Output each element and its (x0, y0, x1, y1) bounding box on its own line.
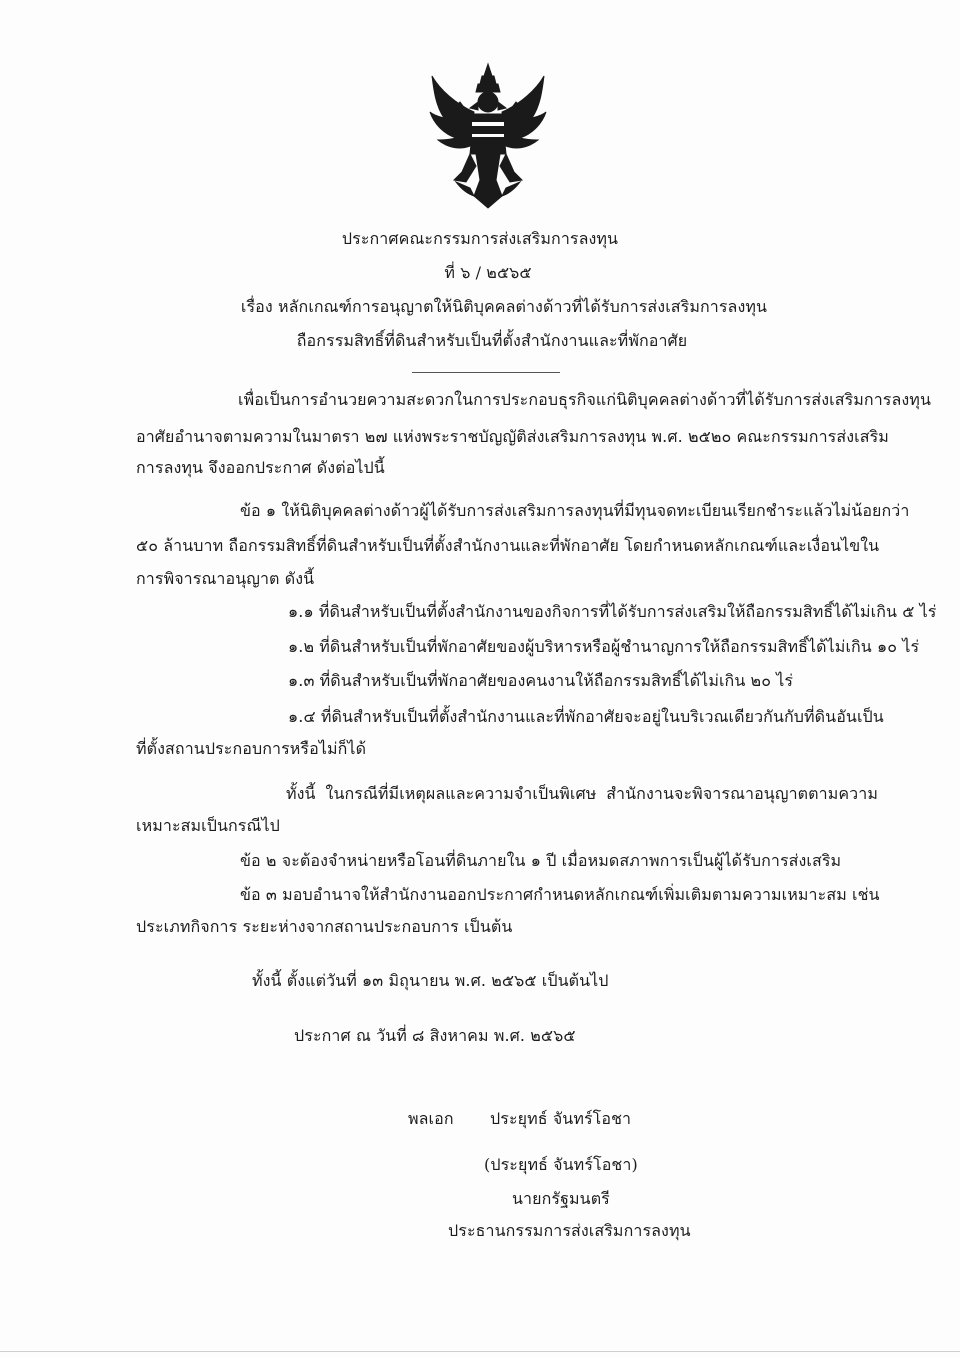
exception-line-1: ทั้งนี้ ในกรณีที่มีเหตุผลและความจำเป็นพิเศษ สำนักงานจะพิจารณาอนุญาตตามความ (286, 784, 878, 803)
clause-1-sub-3: ๑.๓ ที่ดินสำหรับเป็นที่พักอาศัยของคนงานให้ถือกรรมสิทธิ์ได้ไม่เกิน ๒๐ ไร่ (288, 671, 794, 690)
signatory-printed-name: (ประยุทธ์ จันทร์โอชา) (484, 1155, 638, 1174)
signatory-position-1: นายกรัฐมนตรี (512, 1189, 610, 1208)
clause-1-line-1: ข้อ ๑ ให้นิติบุคคลต่างด้าวผู้ได้รับการส่งเสริมการลงทุนที่มีทุนจดทะเบียนเรียกชำระแล้วไม่น้อยกว่า (240, 501, 910, 520)
page-bottom-edge (0, 1351, 960, 1352)
subject-line-1: เรื่อง หลักเกณฑ์การอนุญาตให้นิติบุคคลต่างด้าวที่ได้รับการส่งเสริมการลงทุน (240, 297, 768, 316)
garuda-emblem-icon (426, 62, 550, 210)
preamble-line-2: อาศัยอำนาจตามความในมาตรา ๒๗ แห่งพระราชบัญญัติส่งเสริมการลงทุน พ.ศ. ๒๕๒๐ คณะกรรมการส่งเสริม (136, 427, 889, 446)
clause-3-line-1: ข้อ ๓ มอบอำนาจให้สำนักงานออกประกาศกำหนดหลักเกณฑ์เพิ่มเติมตามความเหมาะสม เช่น (240, 885, 880, 904)
clause-1-sub-2: ๑.๒ ที่ดินสำหรับเป็นที่พักอาศัยของผู้บริหารหรือผู้ชำนาญการให้ถือกรรมสิทธิ์ได้ไม่เกิน ๑๐ ไร่ (288, 637, 920, 656)
clause-1-sub-4-line-2: ที่ตั้งสถานประกอบการหรือไม่ก็ได้ (136, 739, 367, 758)
clause-1-line-3: การพิจารณาอนุญาต ดังนี้ (136, 569, 315, 588)
signatory-signed-name: ประยุทธ์ จันทร์โอชา (490, 1109, 632, 1128)
preamble-line-1: เพื่อเป็นการอำนวยความสะดวกในการประกอบธุรกิจแก่นิติบุคคลต่างด้าวที่ได้รับการส่งเสริมการลงทุน (238, 390, 931, 409)
signatory-position-2: ประธานกรรมการส่งเสริมการลงทุน (448, 1221, 691, 1240)
announcement-date: ประกาศ ณ วันที่ ๘ สิงหาคม พ.ศ. ๒๕๖๕ (294, 1026, 576, 1045)
exception-line-2: เหมาะสมเป็นกรณีไป (136, 816, 280, 835)
subject-line-2: ถือกรรมสิทธิ์ที่ดินสำหรับเป็นที่ตั้งสำนักงานและที่พักอาศัย (296, 331, 688, 350)
preamble-line-3: การลงทุน จึงออกประกาศ ดังต่อไปนี้ (136, 458, 385, 477)
clause-3-line-2: ประเภทกิจการ ระยะห่างจากสถานประกอบการ เป็นต้น (136, 917, 513, 936)
clause-1-sub-1: ๑.๑ ที่ดินสำหรับเป็นที่ตั้งสำนักงานของกิจการที่ได้รับการส่งเสริมให้ถือกรรมสิทธิ์ได้ไม่เกิน ๕ ไร่ (288, 602, 937, 621)
clause-1-sub-4-line-1: ๑.๔ ที่ดินสำหรับเป็นที่ตั้งสำนักงานและที่พักอาศัยจะอยู่ในบริเวณเดียวกันกับที่ดินอันเป็น (288, 707, 884, 726)
announcement-title: ประกาศคณะกรรมการส่งเสริมการลงทุน (341, 229, 619, 248)
clause-2: ข้อ ๒ จะต้องจำหน่ายหรือโอนที่ดินภายใน ๑ ปี เมื่อหมดสภาพการเป็นผู้ได้รับการส่งเสริม (240, 851, 842, 870)
effective-date: ทั้งนี้ ตั้งแต่วันที่ ๑๓ มิถุนายน พ.ศ. ๒๕๖๕ เป็นต้นไป (252, 971, 609, 990)
announcement-number: ที่ ๖ / ๒๕๖๕ (444, 263, 532, 282)
header-divider (412, 372, 560, 373)
clause-1-line-2: ๕๐ ล้านบาท ถือกรรมสิทธิ์ที่ดินสำหรับเป็นที่ตั้งสำนักงานและที่พักอาศัย โดยกำหนดหลักเกณฑ์และเงื่อนไขใน (136, 536, 880, 555)
signatory-rank: พลเอก (408, 1109, 454, 1128)
